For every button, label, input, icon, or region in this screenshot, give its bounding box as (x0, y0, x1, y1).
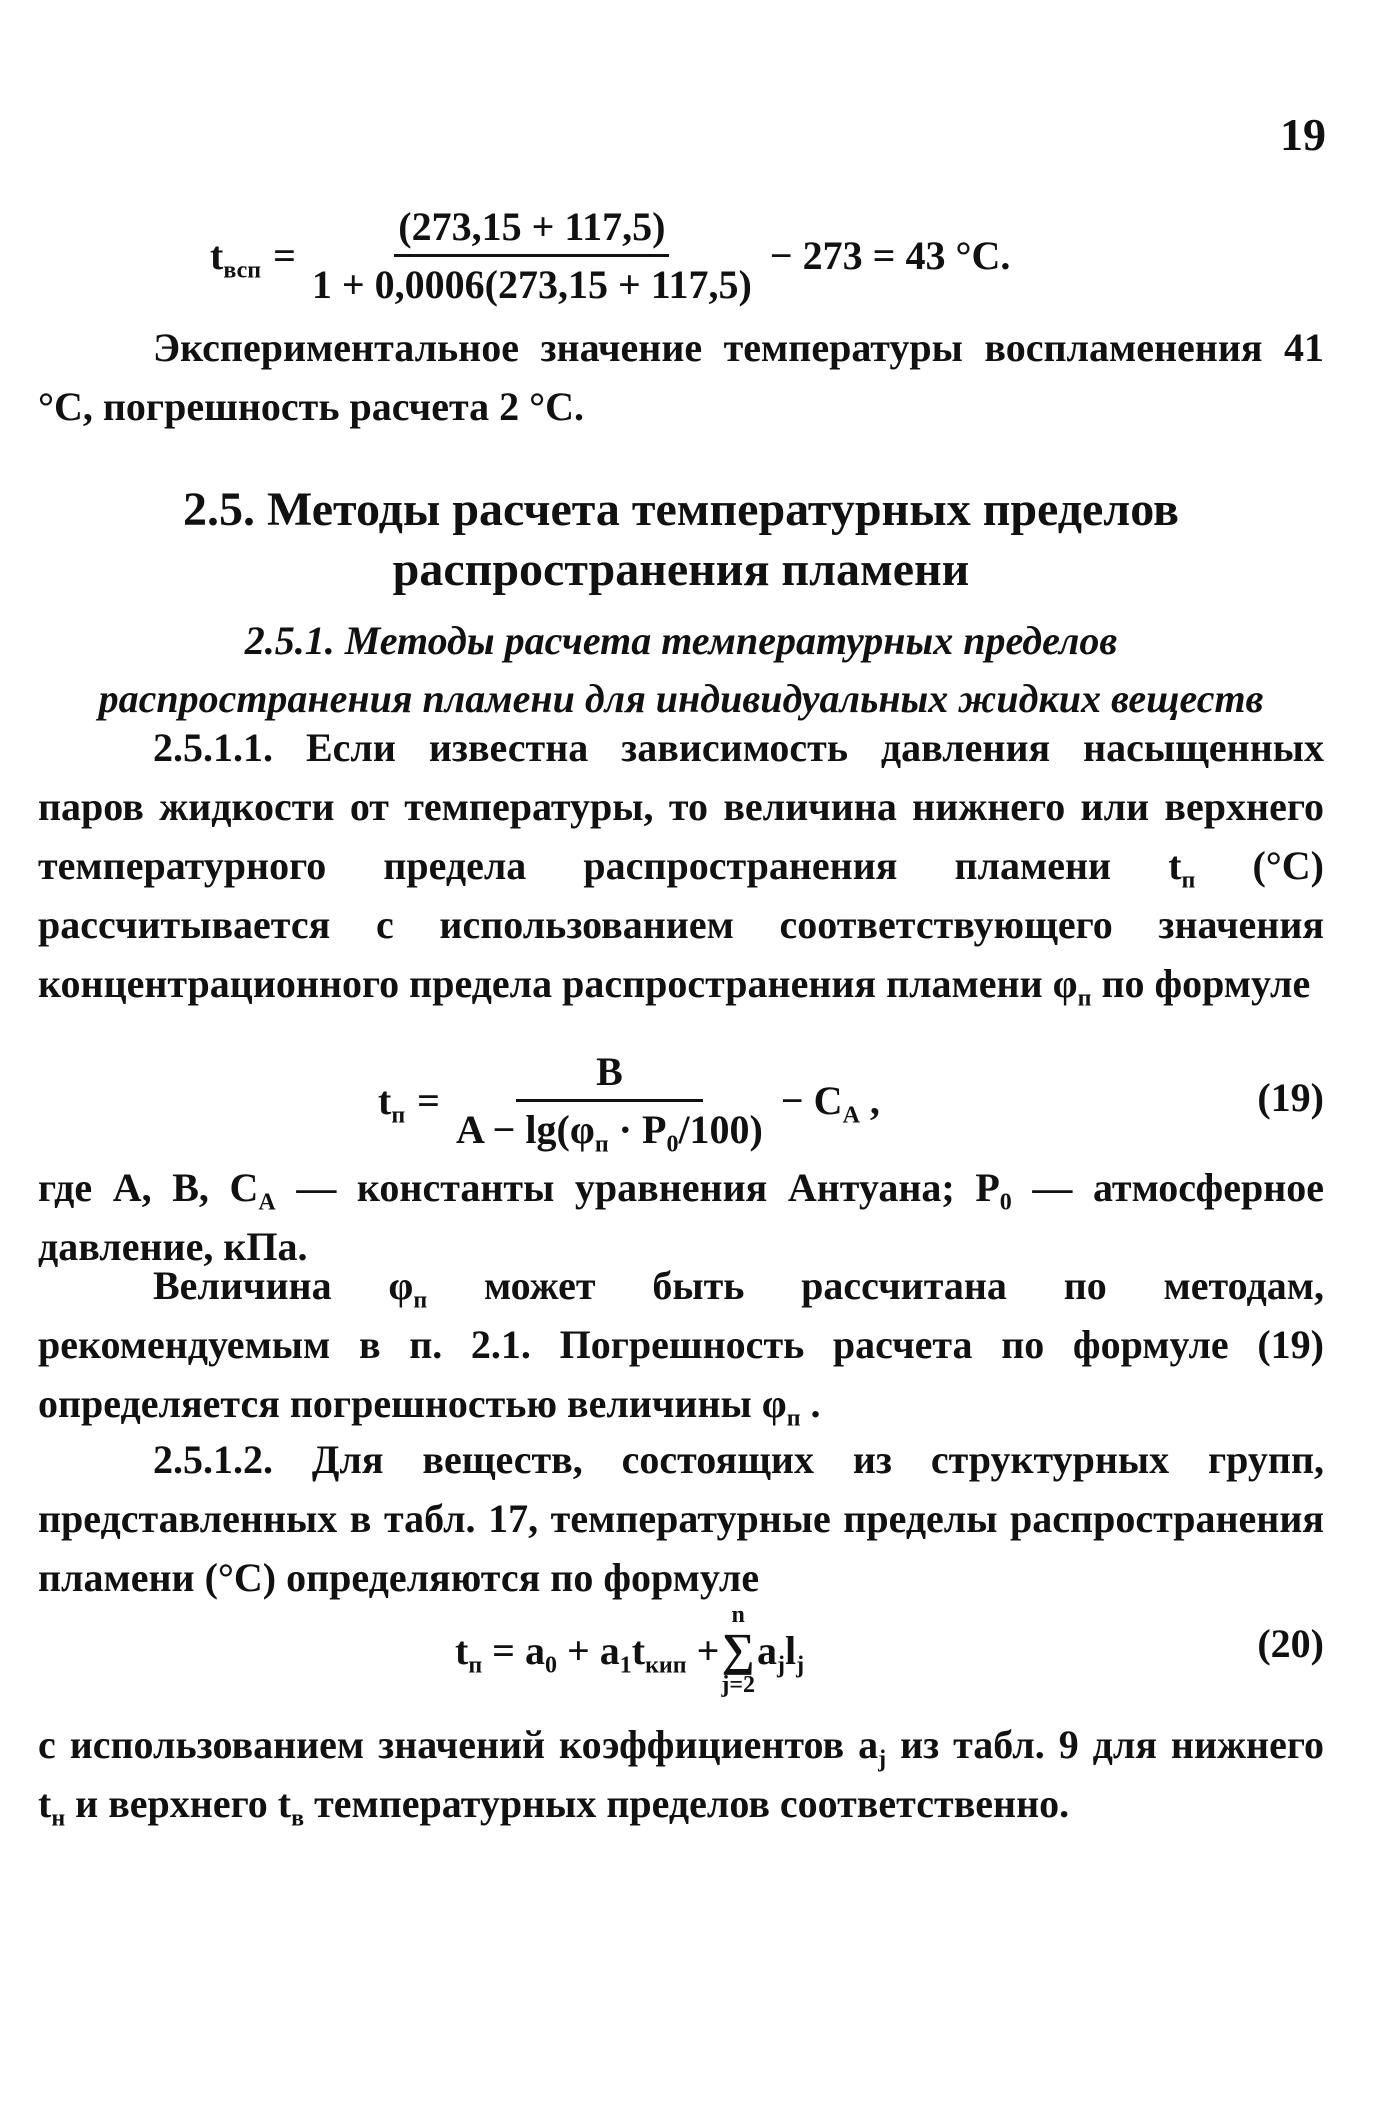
section-heading-2-5 (38, 480, 1324, 600)
equals-sign: = (417, 1077, 440, 1123)
paragraph-magnitude: Величина $\varphi_п$ может быть рассчитана по методам, рекомендуемым в п. 2.1. Погрешность расчета по формуле (19) определяется погрешностью величины $\varphi_п$ . (38, 1263, 1324, 1432)
sum-sign: ∑ (721, 1624, 755, 1675)
paragraph-2-5-1-1: 2.5.1.1. Если известна зависимость давления насыщенных паров жидкости от температуры, то величина нижнего или верхнего температурного предела распространения пламени $t_п$ (°С) рассчитывается с использованием соответствующего значения концентрационного предела распространения пламени $\varphi_п$ по формуле (38, 725, 1324, 1012)
equation-number-19: (19) (1257, 1075, 1324, 1120)
heading-line: 2.5. Методы расчета температурных пределов (183, 483, 1179, 536)
fraction (308, 203, 756, 308)
denominator: 1 + 0,0006(273,15 + 117,5) (311, 261, 752, 307)
formula-20 (455, 1590, 804, 1710)
denominator: $A - \lg(\varphi_п \cdot P_0/100)$ (455, 1106, 763, 1157)
numerator: (273,15 + 117,5) (394, 203, 669, 257)
formula-tail: − $C_A$ , (780, 1077, 880, 1128)
subsection-heading-2-5-1 (38, 612, 1324, 728)
paragraph-experimental: Экспериментальное значение температуры воспламенения 41 °С, погрешность расчета 2 °С. (38, 325, 1324, 429)
equals-sign: = (273, 232, 296, 278)
page-number: 19 (1280, 109, 1326, 160)
formula-lhs: $t_п$ (378, 1077, 406, 1128)
heading-line: 2.5.1. Методы расчета температурных пределов (244, 618, 1118, 663)
equation-number-20: (20) (1257, 1621, 1324, 1666)
sum-lower-limit: j=2 (721, 1672, 756, 1698)
paragraph-where: где A, B, $C_A$ — константы уравнения Антуана; $P_0$ — атмосферное давление, кПа. (38, 1165, 1324, 1269)
numerator: B (516, 1048, 703, 1102)
formula-body: $t_п = a_0 + a_1t_{кип}$ + (455, 1627, 720, 1678)
fraction (452, 1048, 767, 1157)
heading-line: распространения пламени для индивидуальных жидких веществ (98, 676, 1264, 721)
formula-19 (378, 1040, 880, 1160)
formula-sum-term: $a_jl_j$ (757, 1627, 805, 1678)
paragraph-final: с использованием значений коэффициентов $a_j$ из табл. 9 для нижнего $t_н$ и верхнего $t_в$ температурных пределов соответственно. (38, 1722, 1324, 1832)
formula-result: − 273 = 43 °С. (769, 232, 1011, 278)
formula-flash-point (210, 200, 1010, 310)
sum-upper-limit: n (731, 1602, 745, 1628)
paragraph-2-5-1-2: 2.5.1.2. Для веществ, состоящих из структурных групп, представленных в табл. 17, температурные пределы распространения пламени (°С) определяются по формуле (38, 1437, 1324, 1600)
formula-lhs: $t_{всп}$ (210, 232, 262, 283)
summation (721, 1603, 755, 1697)
heading-line: распространения пламени (392, 543, 970, 596)
